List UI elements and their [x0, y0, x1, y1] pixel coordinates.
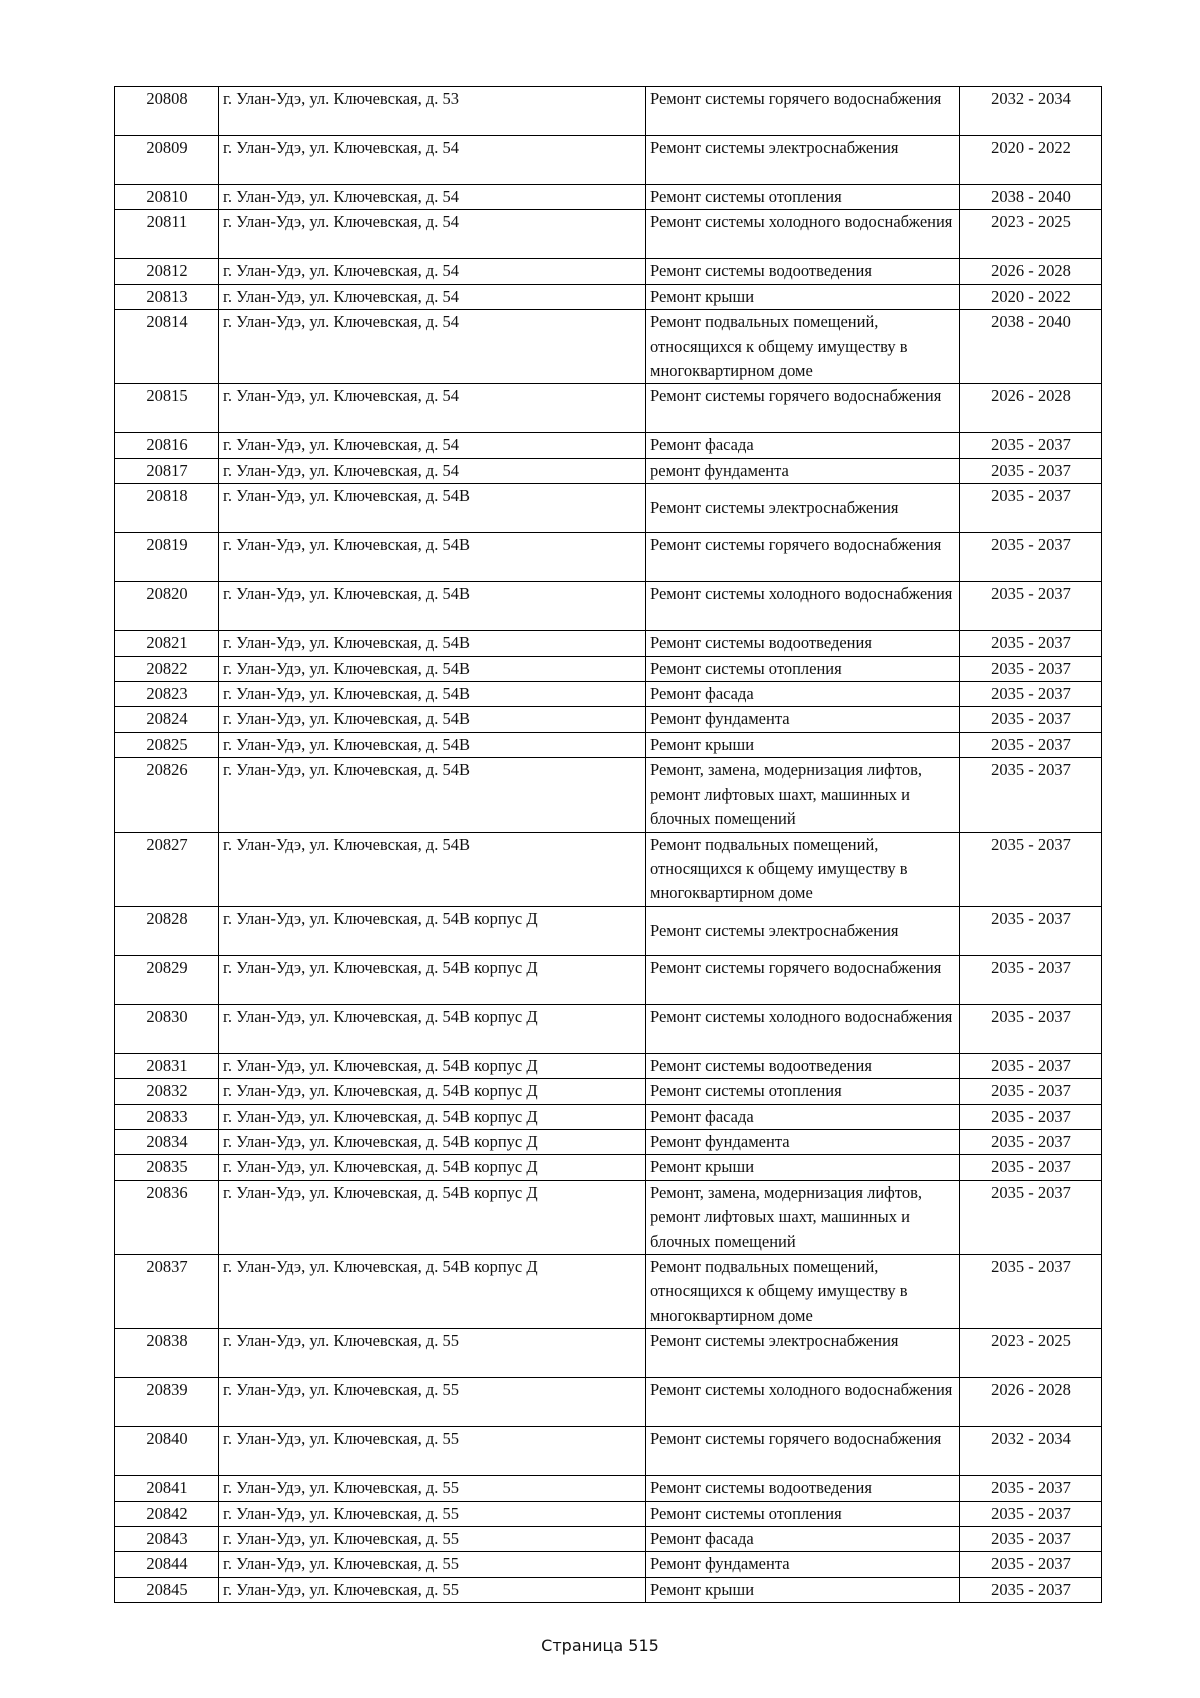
row-number-cell: 20833	[115, 1104, 219, 1129]
period-cell: 2035 - 2037	[960, 533, 1102, 582]
period-cell: 2035 - 2037	[960, 758, 1102, 832]
row-number-cell: 20834	[115, 1129, 219, 1154]
work-type-cell: Ремонт системы водоотведения	[646, 1053, 960, 1078]
page-number: Страница 515	[541, 1636, 659, 1655]
table-row	[115, 682, 1102, 707]
table-row	[115, 1527, 1102, 1552]
row-number-cell: 20821	[115, 631, 219, 656]
period-cell: 2035 - 2037	[960, 1155, 1102, 1180]
work-type-cell: Ремонт системы водоотведения	[646, 259, 960, 284]
period-cell: 2038 - 2040	[960, 310, 1102, 384]
work-type-cell: Ремонт фундамента	[646, 707, 960, 732]
work-type-cell: Ремонт системы холодного водоснабжения	[646, 1004, 960, 1053]
row-number-cell: 20827	[115, 832, 219, 906]
table-row	[115, 1079, 1102, 1104]
table-row	[115, 1053, 1102, 1078]
row-number-cell: 20828	[115, 906, 219, 955]
table-row	[115, 136, 1102, 185]
work-type-cell: Ремонт системы электроснабжения	[646, 136, 960, 185]
repair-schedule-sheet	[114, 86, 1101, 1603]
address-cell: г. Улан-Удэ, ул. Ключевская, д. 54В	[219, 533, 646, 582]
address-cell: г. Улан-Удэ, ул. Ключевская, д. 54В	[219, 832, 646, 906]
address-cell: г. Улан-Удэ, ул. Ключевская, д. 54В	[219, 484, 646, 533]
table-row	[115, 1155, 1102, 1180]
work-type-cell: Ремонт, замена, модернизация лифтов, ремонт лифтовых шахт, машинных и блочных помещений	[646, 1180, 960, 1254]
row-number-cell: 20843	[115, 1527, 219, 1552]
work-type-cell: Ремонт фасада	[646, 682, 960, 707]
period-cell: 2026 - 2028	[960, 1378, 1102, 1427]
table-row	[115, 1577, 1102, 1602]
table-row	[115, 1476, 1102, 1501]
row-number-cell: 20820	[115, 582, 219, 631]
work-type-cell: Ремонт подвальных помещений, относящихся к общему имуществу в многоквартирном доме	[646, 832, 960, 906]
row-number-cell: 20835	[115, 1155, 219, 1180]
address-cell: г. Улан-Удэ, ул. Ключевская, д. 54	[219, 384, 646, 433]
work-type-cell: Ремонт системы электроснабжения	[646, 906, 960, 955]
table-row	[115, 1501, 1102, 1526]
table-row	[115, 1129, 1102, 1154]
row-number-cell: 20829	[115, 955, 219, 1004]
work-type-cell: Ремонт системы горячего водоснабжения	[646, 955, 960, 1004]
row-number-cell: 20844	[115, 1552, 219, 1577]
work-type-cell: Ремонт системы холодного водоснабжения	[646, 1378, 960, 1427]
table-row	[115, 1104, 1102, 1129]
table-row	[115, 732, 1102, 757]
row-number-cell: 20841	[115, 1476, 219, 1501]
address-cell: г. Улан-Удэ, ул. Ключевская, д. 54	[219, 284, 646, 309]
work-type-cell: Ремонт системы горячего водоснабжения	[646, 1427, 960, 1476]
address-cell: г. Улан-Удэ, ул. Ключевская, д. 54В корпус Д	[219, 1053, 646, 1078]
table-row	[115, 1378, 1102, 1427]
row-number-cell: 20811	[115, 210, 219, 259]
table-row	[115, 832, 1102, 906]
table-row	[115, 1004, 1102, 1053]
period-cell: 2035 - 2037	[960, 1476, 1102, 1501]
address-cell: г. Улан-Удэ, ул. Ключевская, д. 55	[219, 1427, 646, 1476]
address-cell: г. Улан-Удэ, ул. Ключевская, д. 54В	[219, 732, 646, 757]
work-type-cell: Ремонт крыши	[646, 732, 960, 757]
work-type-cell: Ремонт крыши	[646, 1577, 960, 1602]
table-row	[115, 384, 1102, 433]
address-cell: г. Улан-Удэ, ул. Ключевская, д. 54В корпус Д	[219, 1254, 646, 1328]
period-cell: 2035 - 2037	[960, 1180, 1102, 1254]
period-cell: 2035 - 2037	[960, 1004, 1102, 1053]
period-cell: 2035 - 2037	[960, 1079, 1102, 1104]
table-row	[115, 210, 1102, 259]
period-cell: 2035 - 2037	[960, 484, 1102, 533]
work-type-cell: Ремонт фундамента	[646, 1129, 960, 1154]
row-number-cell: 20836	[115, 1180, 219, 1254]
row-number-cell: 20842	[115, 1501, 219, 1526]
period-cell: 2035 - 2037	[960, 1527, 1102, 1552]
work-type-cell: Ремонт фасада	[646, 1104, 960, 1129]
table-row	[115, 1180, 1102, 1254]
work-type-cell: Ремонт системы горячего водоснабжения	[646, 533, 960, 582]
work-type-cell: Ремонт фасада	[646, 433, 960, 458]
period-cell: 2035 - 2037	[960, 1577, 1102, 1602]
row-number-cell: 20831	[115, 1053, 219, 1078]
work-type-cell: Ремонт системы холодного водоснабжения	[646, 210, 960, 259]
address-cell: г. Улан-Удэ, ул. Ключевская, д. 55	[219, 1501, 646, 1526]
row-number-cell: 20845	[115, 1577, 219, 1602]
period-cell: 2026 - 2028	[960, 384, 1102, 433]
table-row	[115, 259, 1102, 284]
table-row	[115, 955, 1102, 1004]
address-cell: г. Улан-Удэ, ул. Ключевская, д. 54В корпус Д	[219, 1180, 646, 1254]
row-number-cell: 20824	[115, 707, 219, 732]
work-type-cell: Ремонт системы отопления	[646, 1501, 960, 1526]
row-number-cell: 20830	[115, 1004, 219, 1053]
address-cell: г. Улан-Удэ, ул. Ключевская, д. 54	[219, 458, 646, 483]
table-row	[115, 906, 1102, 955]
work-type-cell: ремонт фундамента	[646, 458, 960, 483]
table-row	[115, 1254, 1102, 1328]
address-cell: г. Улан-Удэ, ул. Ключевская, д. 54В корпус Д	[219, 1155, 646, 1180]
period-cell: 2020 - 2022	[960, 284, 1102, 309]
period-cell: 2032 - 2034	[960, 1427, 1102, 1476]
address-cell: г. Улан-Удэ, ул. Ключевская, д. 54В	[219, 656, 646, 681]
period-cell: 2038 - 2040	[960, 185, 1102, 210]
table-row	[115, 707, 1102, 732]
address-cell: г. Улан-Удэ, ул. Ключевская, д. 54В корпус Д	[219, 1004, 646, 1053]
address-cell: г. Улан-Удэ, ул. Ключевская, д. 54В	[219, 758, 646, 832]
address-cell: г. Улан-Удэ, ул. Ключевская, д. 53	[219, 87, 646, 136]
work-type-cell: Ремонт крыши	[646, 1155, 960, 1180]
address-cell: г. Улан-Удэ, ул. Ключевская, д. 55	[219, 1476, 646, 1501]
period-cell: 2035 - 2037	[960, 707, 1102, 732]
table-row	[115, 484, 1102, 533]
address-cell: г. Улан-Удэ, ул. Ключевская, д. 54В	[219, 582, 646, 631]
period-cell: 2035 - 2037	[960, 433, 1102, 458]
address-cell: г. Улан-Удэ, ул. Ключевская, д. 54В корпус Д	[219, 906, 646, 955]
work-type-cell: Ремонт системы водоотведения	[646, 631, 960, 656]
table-row	[115, 87, 1102, 136]
address-cell: г. Улан-Удэ, ул. Ключевская, д. 54	[219, 259, 646, 284]
work-type-cell: Ремонт системы электроснабжения	[646, 484, 960, 533]
table-row	[115, 582, 1102, 631]
table-row	[115, 1329, 1102, 1378]
row-number-cell: 20815	[115, 384, 219, 433]
row-number-cell: 20808	[115, 87, 219, 136]
work-type-cell: Ремонт фундамента	[646, 1552, 960, 1577]
row-number-cell: 20838	[115, 1329, 219, 1378]
work-type-cell: Ремонт системы электроснабжения	[646, 1329, 960, 1378]
work-type-cell: Ремонт подвальных помещений, относящихся к общему имуществу в многоквартирном доме	[646, 310, 960, 384]
table-row	[115, 533, 1102, 582]
row-number-cell: 20840	[115, 1427, 219, 1476]
table-row	[115, 284, 1102, 309]
repair-schedule-table	[114, 86, 1102, 1603]
row-number-cell: 20823	[115, 682, 219, 707]
address-cell: г. Улан-Удэ, ул. Ключевская, д. 54В корпус Д	[219, 1079, 646, 1104]
work-type-cell: Ремонт системы горячего водоснабжения	[646, 384, 960, 433]
address-cell: г. Улан-Удэ, ул. Ключевская, д. 54В корпус Д	[219, 1104, 646, 1129]
row-number-cell: 20819	[115, 533, 219, 582]
address-cell: г. Улан-Удэ, ул. Ключевская, д. 54В корпус Д	[219, 1129, 646, 1154]
period-cell: 2035 - 2037	[960, 1501, 1102, 1526]
row-number-cell: 20812	[115, 259, 219, 284]
table-row	[115, 310, 1102, 384]
period-cell: 2035 - 2037	[960, 458, 1102, 483]
work-type-cell: Ремонт системы отопления	[646, 656, 960, 681]
row-number-cell: 20818	[115, 484, 219, 533]
address-cell: г. Улан-Удэ, ул. Ключевская, д. 55	[219, 1329, 646, 1378]
address-cell: г. Улан-Удэ, ул. Ключевская, д. 55	[219, 1378, 646, 1427]
address-cell: г. Улан-Удэ, ул. Ключевская, д. 54	[219, 433, 646, 458]
table-body	[115, 87, 1102, 1603]
table-row	[115, 458, 1102, 483]
row-number-cell: 20839	[115, 1378, 219, 1427]
table-row	[115, 1427, 1102, 1476]
period-cell: 2023 - 2025	[960, 1329, 1102, 1378]
address-cell: г. Улан-Удэ, ул. Ключевская, д. 54	[219, 310, 646, 384]
table-row	[115, 433, 1102, 458]
table-row	[115, 185, 1102, 210]
row-number-cell: 20837	[115, 1254, 219, 1328]
work-type-cell: Ремонт крыши	[646, 284, 960, 309]
address-cell: г. Улан-Удэ, ул. Ключевская, д. 55	[219, 1577, 646, 1602]
address-cell: г. Улан-Удэ, ул. Ключевская, д. 55	[219, 1552, 646, 1577]
row-number-cell: 20825	[115, 732, 219, 757]
row-number-cell: 20832	[115, 1079, 219, 1104]
row-number-cell: 20816	[115, 433, 219, 458]
period-cell: 2035 - 2037	[960, 1053, 1102, 1078]
row-number-cell: 20810	[115, 185, 219, 210]
work-type-cell: Ремонт системы отопления	[646, 185, 960, 210]
period-cell: 2035 - 2037	[960, 656, 1102, 681]
period-cell: 2035 - 2037	[960, 1552, 1102, 1577]
address-cell: г. Улан-Удэ, ул. Ключевская, д. 54В корпус Д	[219, 955, 646, 1004]
work-type-cell: Ремонт системы горячего водоснабжения	[646, 87, 960, 136]
address-cell: г. Улан-Удэ, ул. Ключевская, д. 54В	[219, 707, 646, 732]
work-type-cell: Ремонт системы отопления	[646, 1079, 960, 1104]
period-cell: 2035 - 2037	[960, 682, 1102, 707]
table-row	[115, 656, 1102, 681]
table-row	[115, 758, 1102, 832]
address-cell: г. Улан-Удэ, ул. Ключевская, д. 55	[219, 1527, 646, 1552]
row-number-cell: 20822	[115, 656, 219, 681]
period-cell: 2035 - 2037	[960, 582, 1102, 631]
row-number-cell: 20826	[115, 758, 219, 832]
period-cell: 2035 - 2037	[960, 732, 1102, 757]
period-cell: 2023 - 2025	[960, 210, 1102, 259]
period-cell: 2035 - 2037	[960, 832, 1102, 906]
work-type-cell: Ремонт системы водоотведения	[646, 1476, 960, 1501]
period-cell: 2035 - 2037	[960, 906, 1102, 955]
address-cell: г. Улан-Удэ, ул. Ключевская, д. 54	[219, 136, 646, 185]
period-cell: 2035 - 2037	[960, 955, 1102, 1004]
period-cell: 2026 - 2028	[960, 259, 1102, 284]
table-row	[115, 1552, 1102, 1577]
address-cell: г. Улан-Удэ, ул. Ключевская, д. 54В	[219, 631, 646, 656]
address-cell: г. Улан-Удэ, ул. Ключевская, д. 54В	[219, 682, 646, 707]
period-cell: 2035 - 2037	[960, 1129, 1102, 1154]
work-type-cell: Ремонт подвальных помещений, относящихся к общему имуществу в многоквартирном доме	[646, 1254, 960, 1328]
period-cell: 2035 - 2037	[960, 1104, 1102, 1129]
row-number-cell: 20814	[115, 310, 219, 384]
row-number-cell: 20817	[115, 458, 219, 483]
period-cell: 2035 - 2037	[960, 1254, 1102, 1328]
period-cell: 2032 - 2034	[960, 87, 1102, 136]
table-row	[115, 631, 1102, 656]
period-cell: 2020 - 2022	[960, 136, 1102, 185]
work-type-cell: Ремонт системы холодного водоснабжения	[646, 582, 960, 631]
row-number-cell: 20813	[115, 284, 219, 309]
address-cell: г. Улан-Удэ, ул. Ключевская, д. 54	[219, 210, 646, 259]
address-cell: г. Улан-Удэ, ул. Ключевская, д. 54	[219, 185, 646, 210]
period-cell: 2035 - 2037	[960, 631, 1102, 656]
work-type-cell: Ремонт фасада	[646, 1527, 960, 1552]
row-number-cell: 20809	[115, 136, 219, 185]
work-type-cell: Ремонт, замена, модернизация лифтов, ремонт лифтовых шахт, машинных и блочных помещений	[646, 758, 960, 832]
